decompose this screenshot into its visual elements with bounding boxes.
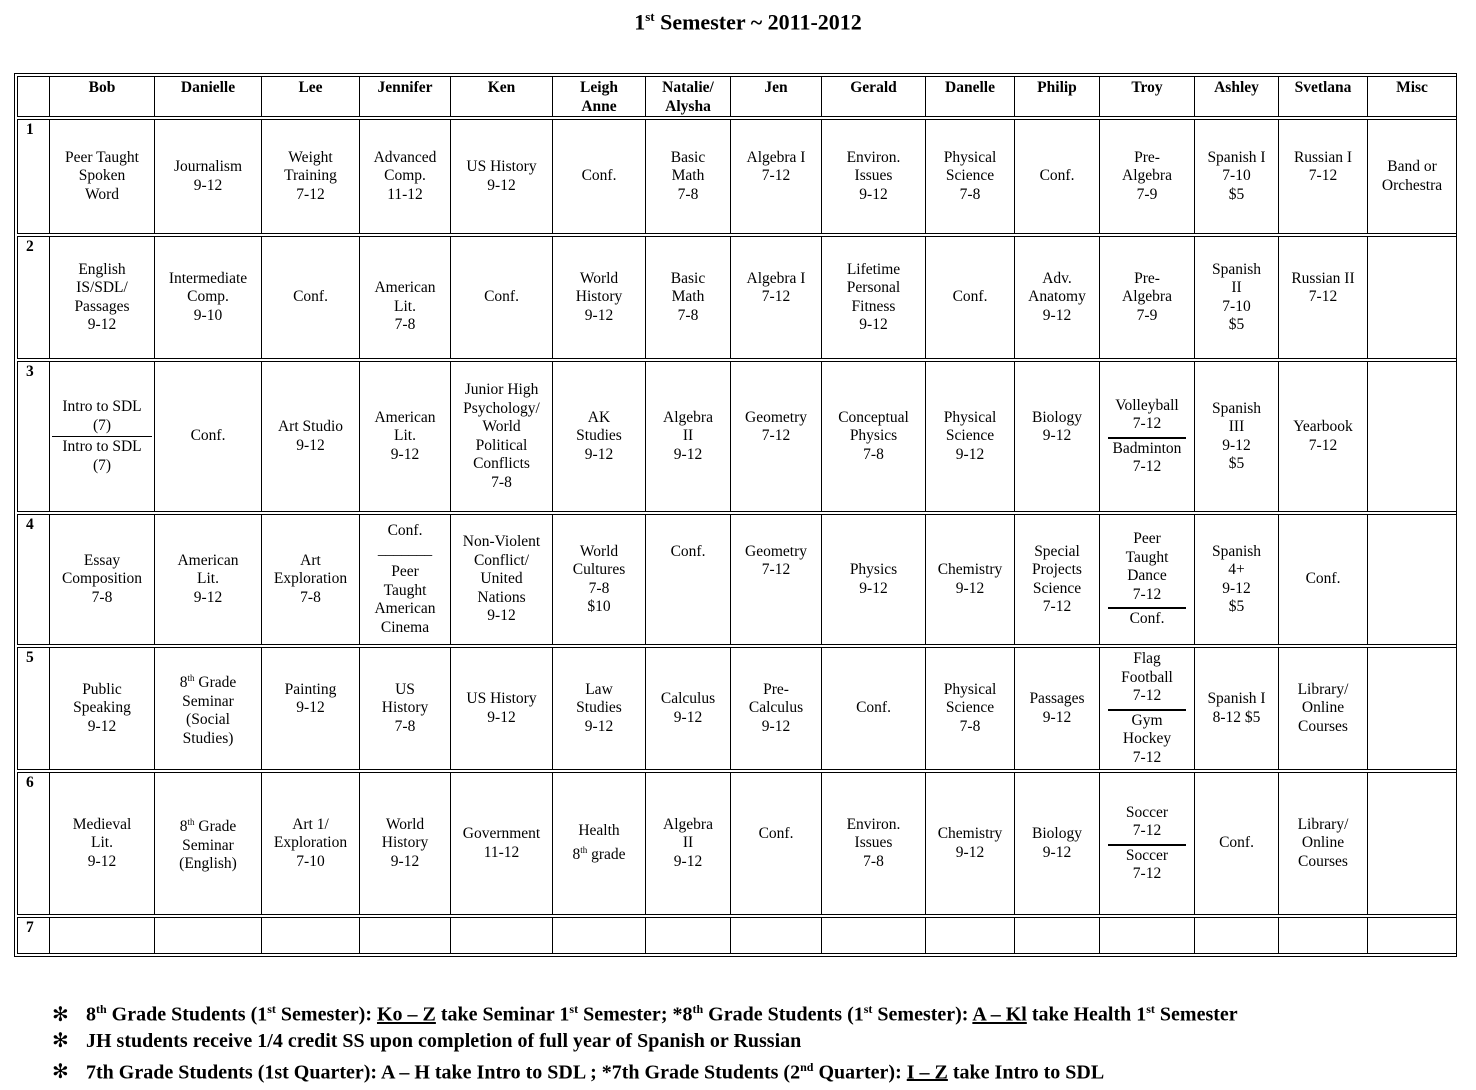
class-cell	[451, 918, 553, 954]
asterisk-bullet-icon: ✻	[52, 1029, 69, 1052]
teacher-header: Danielle	[155, 77, 262, 117]
class-cell: Conf.	[155, 362, 262, 512]
split-bottom-class: Intro to SDL (7)	[52, 436, 152, 475]
split-top-class: Flag Football 7-12	[1121, 650, 1173, 704]
class-cell: Yearbook 7-12	[1279, 362, 1368, 512]
class-cell: Medieval Lit. 9-12	[50, 773, 155, 915]
class-cell: Government 11-12	[451, 773, 553, 915]
class-cell	[1368, 515, 1457, 645]
period-row	[18, 362, 1457, 512]
split-top-class: Soccer 7-12	[1125, 803, 1169, 839]
teacher-header: Jen	[731, 77, 822, 117]
class-cell: US History 9-12	[451, 120, 553, 234]
class-cell: World Cultures 7-8 $10	[553, 515, 646, 645]
class-cell: Peer Taught Spoken Word	[50, 120, 155, 234]
class-cell	[1100, 648, 1195, 770]
class-cell: Conf.	[822, 648, 926, 770]
class-cell	[1195, 918, 1279, 954]
class-cell: Passages 9-12	[1015, 648, 1100, 770]
class-cell	[1368, 237, 1457, 359]
class-cell: Spanish 4+ 9-12 $5	[1195, 515, 1279, 645]
class-cell: Conf.	[553, 120, 646, 234]
eighth-grade-class: 8th Grade Seminar (English)	[179, 817, 237, 873]
notes	[52, 996, 1238, 1085]
class-cell: Essay Composition 7-8	[50, 515, 155, 645]
teacher-header: Lee	[262, 77, 360, 117]
class-cell: American Lit. 9-12	[360, 362, 451, 512]
class-cell: Chemistry 9-12	[926, 515, 1015, 645]
class-cell	[926, 918, 1015, 954]
class-cell	[50, 362, 155, 512]
split-top-class: Intro to SDL (7)	[62, 398, 142, 434]
class-cell: Basic Math 7-8	[646, 120, 731, 234]
header-row	[18, 77, 1457, 117]
class-cell: Russian II 7-12	[1279, 237, 1368, 359]
class-cell: World History 9-12	[360, 773, 451, 915]
class-cell: Art Exploration 7-8	[262, 515, 360, 645]
class-cell: Spanish I 8-12 $5	[1195, 648, 1279, 770]
class-cell: Conf.	[731, 773, 822, 915]
class-cell: Calculus 9-12	[646, 648, 731, 770]
class-cell: Biology 9-12	[1015, 362, 1100, 512]
eighth-grade-class: 8th Grade Seminar (Social Studies)	[179, 672, 237, 747]
class-cell: US History 9-12	[451, 648, 553, 770]
class-cell	[822, 918, 926, 954]
asterisk-bullet-icon: ✻	[52, 1061, 69, 1084]
period-number: 4	[18, 515, 50, 645]
class-cell	[155, 773, 262, 915]
class-cell: Intermediate Comp. 9-10	[155, 237, 262, 359]
class-cell: Algebra II 9-12	[646, 773, 731, 915]
class-cell: Library/ Online Courses	[1279, 773, 1368, 915]
note-line-1: ✻ 8th Grade Students (1st Semester): Ko – Z take Seminar 1st Semester; *8th Grade Students (1st Semester): A – Kl take Health 1st Semester	[52, 1002, 1238, 1026]
class-cell: Adv. Anatomy 9-12	[1015, 237, 1100, 359]
class-cell: English IS/SDL/ Passages 9-12	[50, 237, 155, 359]
teacher-header: Troy	[1100, 77, 1195, 117]
class-cell	[646, 918, 731, 954]
class-cell	[1015, 918, 1100, 954]
class-cell	[155, 648, 262, 770]
teacher-header: Ashley	[1195, 77, 1279, 117]
class-cell: Spanish II 7-10 $5	[1195, 237, 1279, 359]
class-cell: Art Studio 9-12	[262, 362, 360, 512]
class-cell: Biology 9-12	[1015, 773, 1100, 915]
class-cell: Physical Science 7-8	[926, 120, 1015, 234]
class-cell: Conf.	[262, 237, 360, 359]
split-bottom-class: Conf.	[1108, 607, 1186, 629]
split-bottom-class: Badminton 7-12	[1108, 437, 1186, 477]
period-row	[18, 918, 1457, 954]
class-cell: Algebra I 7-12	[731, 237, 822, 359]
asterisk-bullet-icon: ✻	[52, 1003, 69, 1026]
corner-cell	[18, 77, 50, 117]
class-cell: Band or Orchestra	[1368, 120, 1457, 234]
teacher-header: Leigh Anne	[553, 77, 646, 117]
class-cell: Art 1/ Exploration 7-10	[262, 773, 360, 915]
class-cell: Chemistry 9-12	[926, 773, 1015, 915]
class-cell: Spanish I 7-10 $5	[1195, 120, 1279, 234]
period-row	[18, 515, 1457, 645]
class-cell: Conf.	[1015, 120, 1100, 234]
class-cell: Journalism 9-12	[155, 120, 262, 234]
class-cell: US History 7-8	[360, 648, 451, 770]
split-bottom-class: Peer Taught American Cinema	[374, 563, 436, 636]
schedule-table-frame	[14, 73, 1457, 957]
class-cell	[1100, 918, 1195, 954]
class-cell: Lifetime Personal Fitness 9-12	[822, 237, 926, 359]
eighth-grade-class: Health 8th grade	[572, 822, 626, 864]
class-cell: Conf.	[451, 237, 553, 359]
split-bottom-class: Gym Hockey 7-12	[1108, 709, 1186, 768]
class-cell: Algebra II 9-12	[646, 362, 731, 512]
class-cell	[1368, 773, 1457, 915]
class-cell: Environ. Issues 7-8	[822, 773, 926, 915]
split-bottom-class: Soccer 7-12	[1108, 844, 1186, 884]
class-cell	[360, 918, 451, 954]
class-cell: Pre- Calculus 9-12	[731, 648, 822, 770]
class-cell: Law Studies 9-12	[553, 648, 646, 770]
class-cell: Basic Math 7-8	[646, 237, 731, 359]
class-cell	[731, 918, 822, 954]
class-cell: Russian I 7-12	[1279, 120, 1368, 234]
class-cell: Conf.	[1279, 515, 1368, 645]
schedule-table	[17, 76, 1457, 954]
class-cell: Painting 9-12	[262, 648, 360, 770]
class-cell	[1368, 362, 1457, 512]
teacher-header: Natalie/ Alysha	[646, 77, 731, 117]
class-cell	[262, 918, 360, 954]
period-number: 2	[18, 237, 50, 359]
class-cell: Pre- Algebra 7-9	[1100, 237, 1195, 359]
teacher-header: Danelle	[926, 77, 1015, 117]
class-cell: American Lit. 9-12	[155, 515, 262, 645]
teacher-header: Svetlana	[1279, 77, 1368, 117]
period-number: 3	[18, 362, 50, 512]
class-cell	[1368, 648, 1457, 770]
class-cell: Physical Science 7-8	[926, 648, 1015, 770]
class-cell: Pre- Algebra 7-9	[1100, 120, 1195, 234]
class-cell: Algebra I 7-12	[731, 120, 822, 234]
period-number: 7	[18, 918, 50, 954]
period-row	[18, 773, 1457, 915]
class-cell	[155, 918, 262, 954]
class-cell	[1100, 515, 1195, 645]
class-cell: World History 9-12	[553, 237, 646, 359]
class-cell: Library/ Online Courses	[1279, 648, 1368, 770]
class-cell: Physics 9-12	[822, 515, 926, 645]
class-cell	[360, 515, 451, 645]
teacher-header: Misc	[1368, 77, 1457, 117]
teacher-header: Bob	[50, 77, 155, 117]
class-cell: Advanced Comp. 11-12	[360, 120, 451, 234]
period-number: 1	[18, 120, 50, 234]
class-cell	[50, 918, 155, 954]
teacher-header: Ken	[451, 77, 553, 117]
split-top-class: Volleyball 7-12	[1115, 396, 1179, 432]
split-top-class: Conf. _______	[377, 522, 433, 558]
class-cell: Public Speaking 9-12	[50, 648, 155, 770]
period-row	[18, 120, 1457, 234]
class-cell	[553, 918, 646, 954]
teacher-header: Jennifer	[360, 77, 451, 117]
class-cell: Conf.	[1195, 773, 1279, 915]
note-line-2: ✻ JH students receive 1/4 credit SS upon completion of full year of Spanish or Russian	[52, 1029, 802, 1052]
class-cell: Physical Science 9-12	[926, 362, 1015, 512]
period-row	[18, 237, 1457, 359]
class-cell: AK Studies 9-12	[553, 362, 646, 512]
class-cell: Geometry 7-12	[731, 515, 822, 645]
period-row	[18, 648, 1457, 770]
page-title: 1st Semester ~ 2011-2012	[634, 9, 862, 35]
class-cell: Geometry 7-12	[731, 362, 822, 512]
class-cell: Non-Violent Conflict/ United Nations 9-12	[451, 515, 553, 645]
class-cell: Conceptual Physics 7-8	[822, 362, 926, 512]
class-cell: Conf.	[646, 515, 731, 645]
class-cell	[1100, 362, 1195, 512]
class-cell: Spanish III 9-12 $5	[1195, 362, 1279, 512]
period-number: 6	[18, 773, 50, 915]
class-cell	[1100, 773, 1195, 915]
note-line-3: ✻ 7th Grade Students (1st Quarter): A – H take Intro to SDL ; *7th Grade Students (2nd Quarter): I – Z take Intro to SDL	[52, 1059, 1105, 1084]
class-cell: Conf.	[926, 237, 1015, 359]
teacher-header: Philip	[1015, 77, 1100, 117]
class-cell: Special Projects Science 7-12	[1015, 515, 1100, 645]
class-cell	[1279, 918, 1368, 954]
class-cell	[1368, 918, 1457, 954]
split-top-class: Peer Taught Dance 7-12	[1125, 530, 1169, 603]
class-cell: Environ. Issues 9-12	[822, 120, 926, 234]
teacher-header: Gerald	[822, 77, 926, 117]
class-cell: Weight Training 7-12	[262, 120, 360, 234]
class-cell: American Lit. 7-8	[360, 237, 451, 359]
class-cell	[553, 773, 646, 915]
class-cell: Junior High Psychology/ World Political Conflicts 7-8	[451, 362, 553, 512]
period-number: 5	[18, 648, 50, 770]
